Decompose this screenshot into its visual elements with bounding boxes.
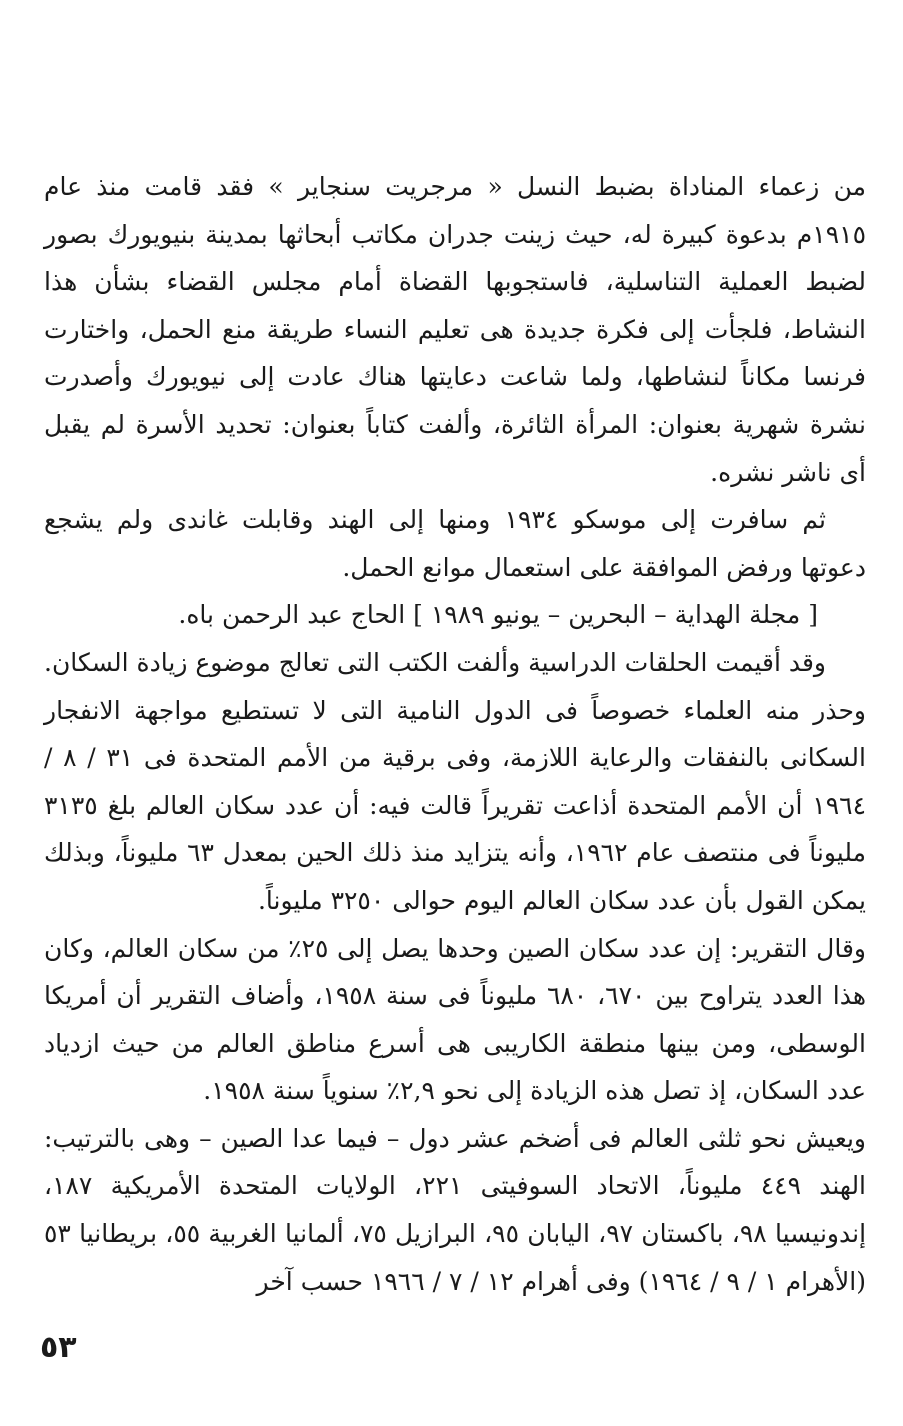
paragraph-moscow-india: ثم سافرت إلى موسكو ١٩٣٤ ومنها إلى الهند وقابلت غاندى ولم يشجع دعوتها ورفض الموافقة على استعمال موانع الحمل. [44,505,866,582]
paragraph-china-population: وقال التقرير: إن عدد سكان الصين وحدها يصل إلى ٢٥٪ من سكان العالم، وكان هذا العدد يتراوح بين ٦٧٠، ٦٨٠ مليوناً فى سنة ١٩٥٨، وأضاف التقرير أن أمريكا الوسطى، ومن بينها منطقة الكاريبى هى أسرع مناطق العالم من حيث ازدياد عدد السكان، إذ تصل هذه الزيادة إلى نحو ٢,٩٪ سنوياً سنة ١٩٥٨. [44,933,867,1106]
source-citation: [ مجلة الهداية – البحرين – يونيو ١٩٨٩ ] الحاج عبد الرحمن باه. [178,600,818,630]
paragraph-sanger-biography: من زعماء المناداة بضبط النسل « مرجريت سنجاير » فقد قامت منذ عام ١٩١٥م بدعوة كبيرة له، حيث زينت جدران مكاتب أبحاثها بمدينة بنيويورك بصور لضبط العملية التناسلية، فاستجوبها القضاة أمام مجلس القضاء بشأن هذا النشاط، فلجأت إلى فكرة جديدة هى تعليم النساء طريقة منع الحمل، واختارت فرنسا مكاناً لنشاطها، ولما شاعت دعايتها هناك عادت إلى نيويورك وأصدرت نشرة شهرية بعنوان: المرأة الثائرة، وألفت كتاباً بعنوان: تحديد الأسرة لم يقبل أى ناشر نشره. [44,172,866,487]
body-text [44,163,866,1305]
paragraph-largest-countries: ويعيش نحو ثلثى العالم فى أضخم عشر دول – فيما عدا الصين – وهى بالترتيب: الهند ٤٤٩ مليوناً، الاتحاد السوفيتى ٢٢١، الولايات المتحدة الأمريكية ١٨٧، إندونيسيا ٩٨، باكستان ٩٧، اليابان ٩٥، البرازيل ٧٥، ألمانيا الغربية ٥٥، بريطانيا ٥٣ (الأهرام ١ / ٩ / ١٩٦٤) وفى أهرام ١٢ / ٧ / ١٩٦٦ حسب آخر [44,1123,867,1296]
paragraph-un-report: وقد أقيمت الحلقات الدراسية وألفت الكتب التى تعالج موضوع زيادة السكان. وحذر منه العلماء خصوصاً فى الدول النامية التى لا تستطيع مواجهة الانفجار السكانى بالنفقات والرعاية اللازمة، وفى برقية من الأمم المتحدة فى ٣١ / ٨ / ١٩٦٤ أن الأمم المتحدة أذاعت تقريراً قالت فيه: أن عدد سكان العالم بلغ ٣١٣٥ مليوناً فى منتصف عام ١٩٦٢، وأنه يتزايد منذ ذلك الحين بمعدل ٦٣ مليوناً، وبذلك يمكن القول بأن عدد سكان العالم اليوم حوالى ٣٢٥٠ مليوناً. [44,647,867,915]
page-number: ٥٣ [40,1330,77,1365]
